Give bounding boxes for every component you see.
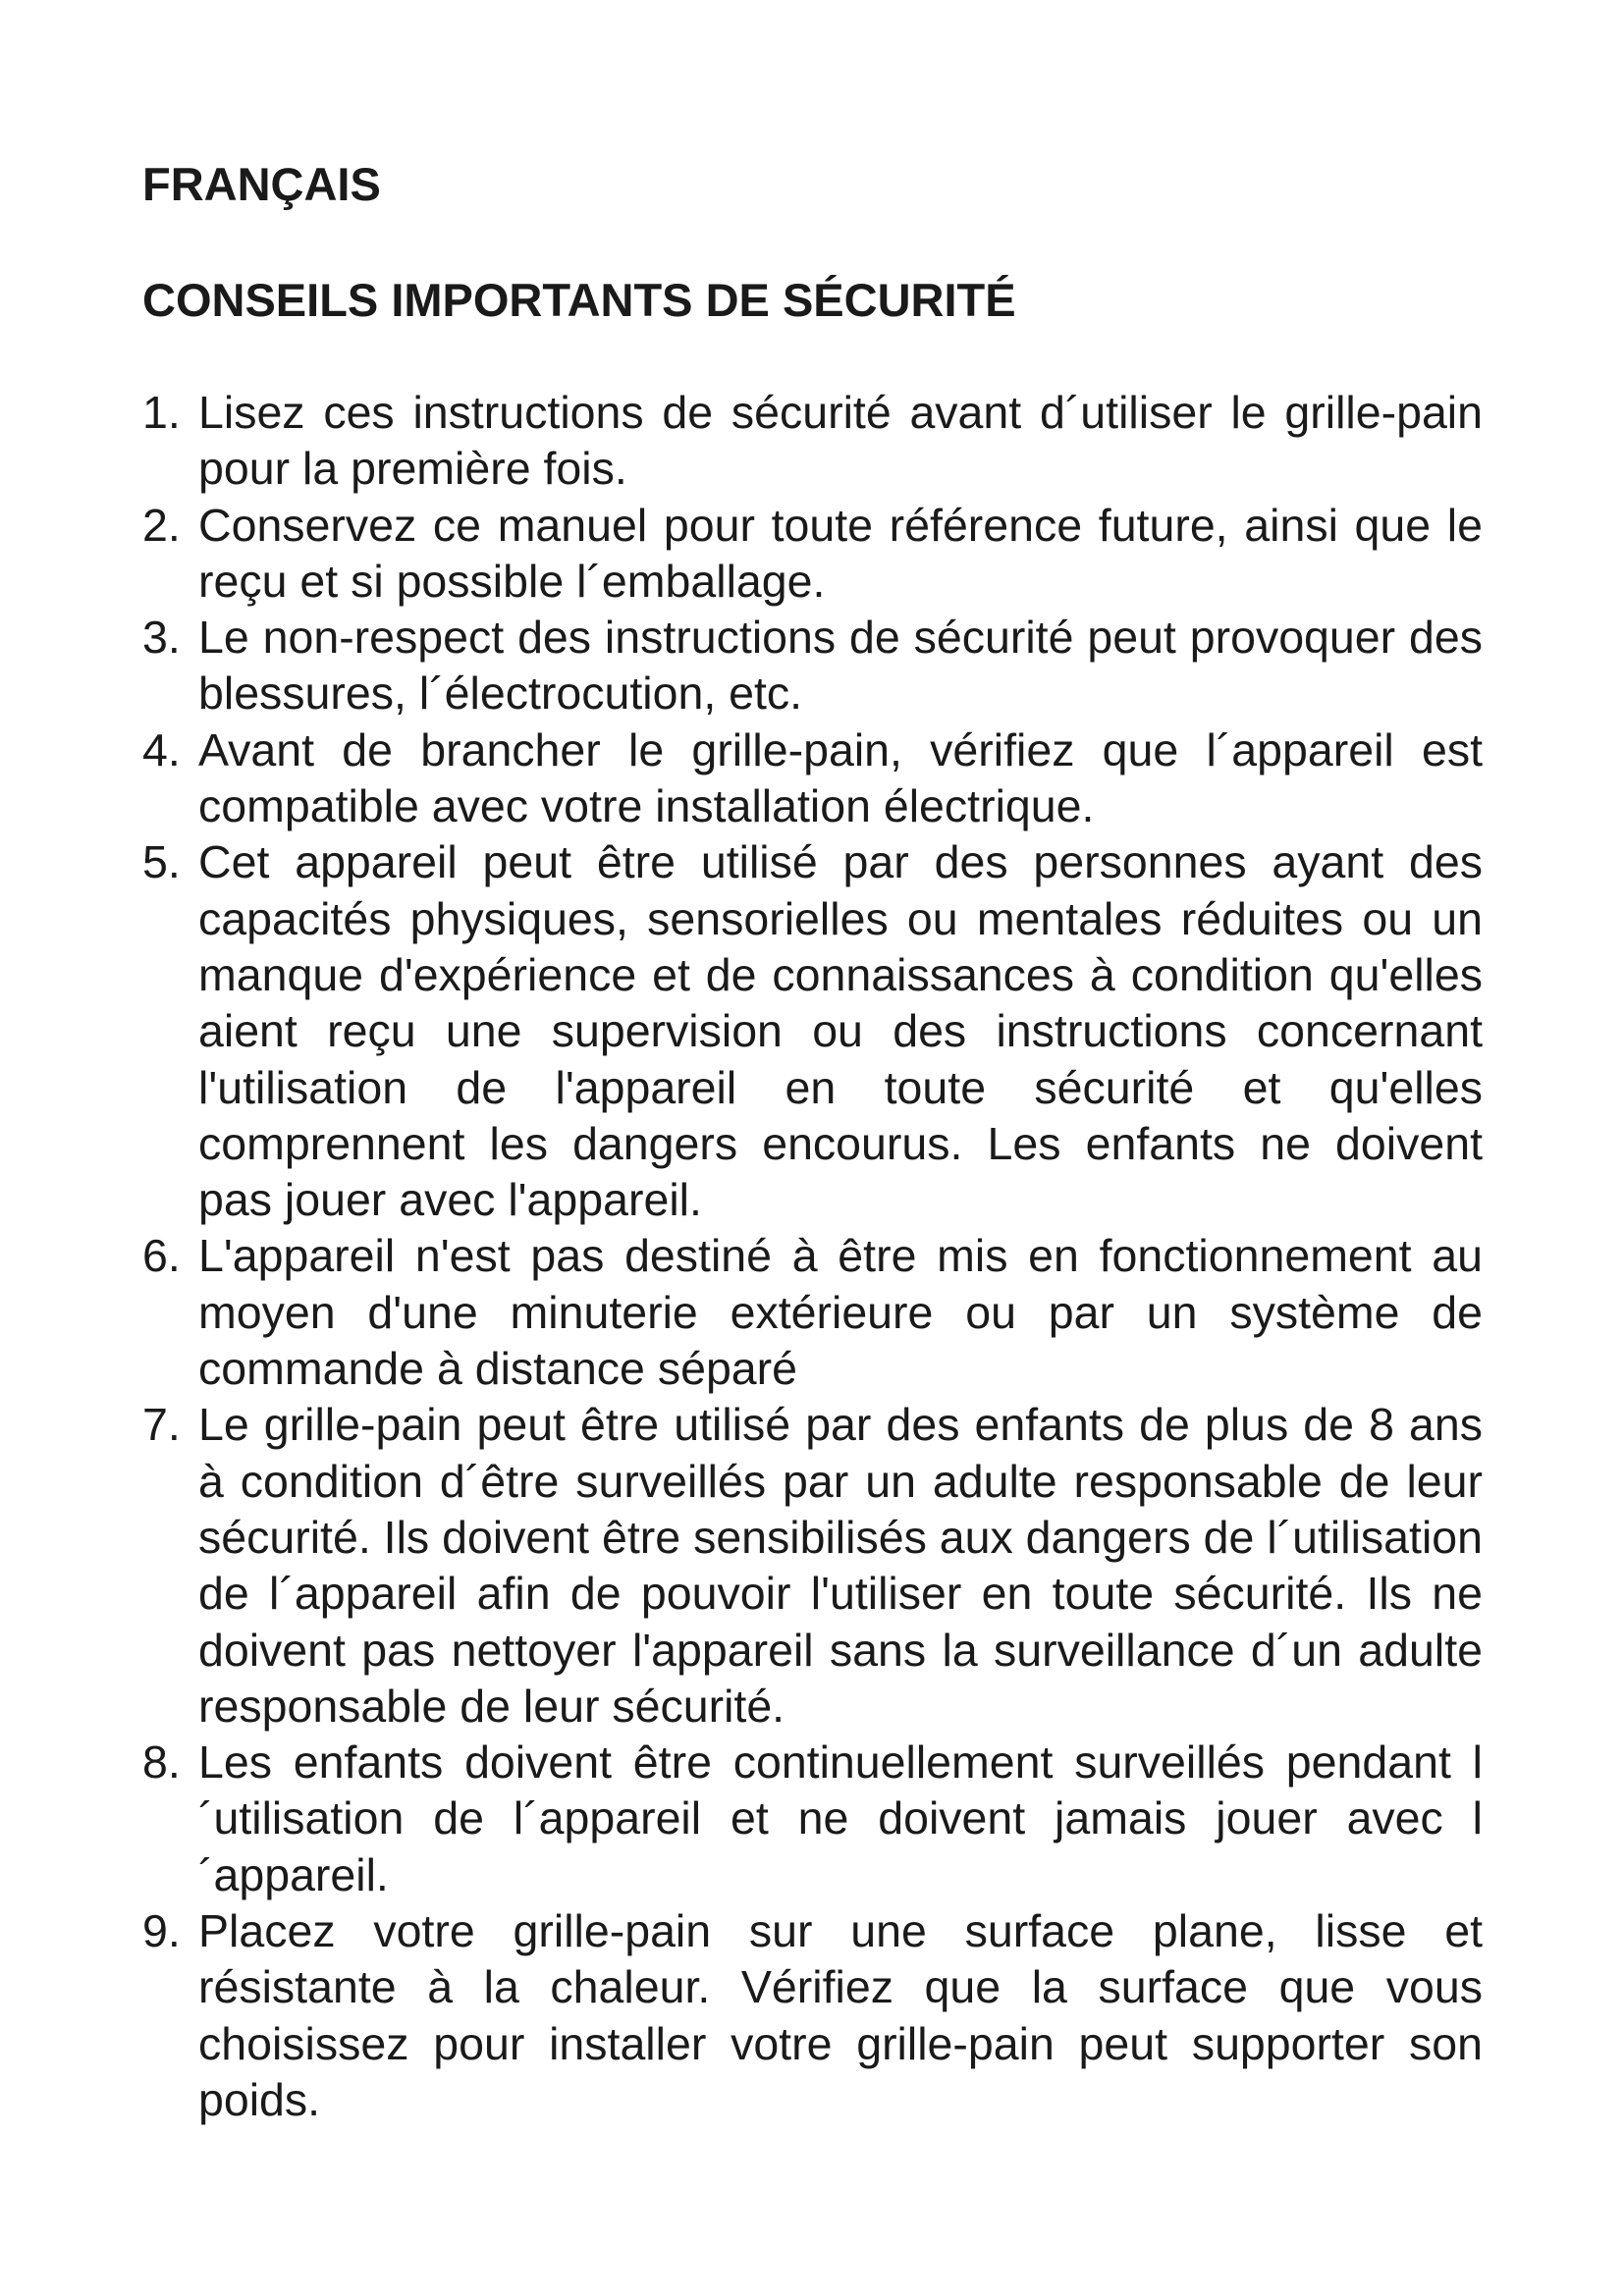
safety-title: CONSEILS IMPORTANTS DE SÉCURITÉ bbox=[142, 274, 1016, 326]
item-text: Conservez ce manuel pour toute référence future, ainsi que le reçu et si possible l´emballage. bbox=[198, 499, 1483, 607]
item-text: Les enfants doivent être continuellement surveillés pendant l´utilisation de l´appareil et ne doivent jamais jouer avec l´appareil. bbox=[198, 1736, 1483, 1900]
item-number: 9. bbox=[142, 1905, 181, 1957]
item-number: 5. bbox=[142, 836, 181, 888]
item-number: 4. bbox=[142, 723, 181, 775]
list-item bbox=[142, 722, 1483, 835]
list-item bbox=[142, 385, 1483, 498]
list-item bbox=[142, 1228, 1483, 1397]
list-item bbox=[142, 610, 1483, 722]
item-text: Le non-respect des instructions de sécurité peut provoquer des blessures, l´électrocution, etc. bbox=[198, 612, 1483, 720]
item-number: 3. bbox=[142, 612, 181, 664]
item-number: 6. bbox=[142, 1230, 181, 1282]
safety-instructions-list bbox=[142, 385, 1483, 2128]
item-text: Le grille-pain peut être utilisé par des enfants de plus de 8 ans à condition d´être surveillés par un adulte responsable de leur sécurité. Ils doivent être sensibilisés aux dangers de l´utilisation de l´appareil afin de pouvoir l'utiliser en toute sécurité. Ils ne doivent pas nettoyer l'appareil sans la surveillance d´un adulte responsable de leur sécurité. bbox=[198, 1399, 1483, 1732]
list-item bbox=[142, 498, 1483, 611]
list-item bbox=[142, 1735, 1483, 1903]
item-text: L'appareil n'est pas destiné à être mis en fonctionnement au moyen d'une minuterie extérieure ou par un système de commande à distance séparé bbox=[198, 1230, 1483, 1395]
item-text: Cet appareil peut être utilisé par des personnes ayant des capacités physiques, sensorielles ou mentales réduites ou un manque d'expérience et de connaissances à condition qu'elles aient reçu une supervision ou des instructions concernant l'utilisation de l'appareil en toute sécurité et qu'elles comprennent les dangers encourus. Les enfants ne doivent pas jouer avec l'appareil. bbox=[198, 836, 1483, 1226]
item-text: Placez votre grille-pain sur une surface plane, lisse et résistante à la chaleur. Vérifiez que la surface que vous choisissez pour installer votre grille-pain peut supporter son poids. bbox=[198, 1905, 1483, 2125]
item-number: 1. bbox=[142, 387, 181, 438]
list-item bbox=[142, 1397, 1483, 1735]
item-number: 2. bbox=[142, 499, 181, 551]
item-number: 7. bbox=[142, 1399, 181, 1451]
list-item bbox=[142, 834, 1483, 1228]
item-text: Avant de brancher le grille-pain, vérifiez que l´appareil est compatible avec votre installation électrique. bbox=[198, 723, 1483, 832]
language-heading: FRANÇAIS bbox=[142, 158, 381, 210]
item-text: Lisez ces instructions de sécurité avant d´utiliser le grille-pain pour la première fois. bbox=[198, 387, 1483, 495]
item-number: 8. bbox=[142, 1736, 181, 1789]
list-item bbox=[142, 1903, 1483, 2128]
